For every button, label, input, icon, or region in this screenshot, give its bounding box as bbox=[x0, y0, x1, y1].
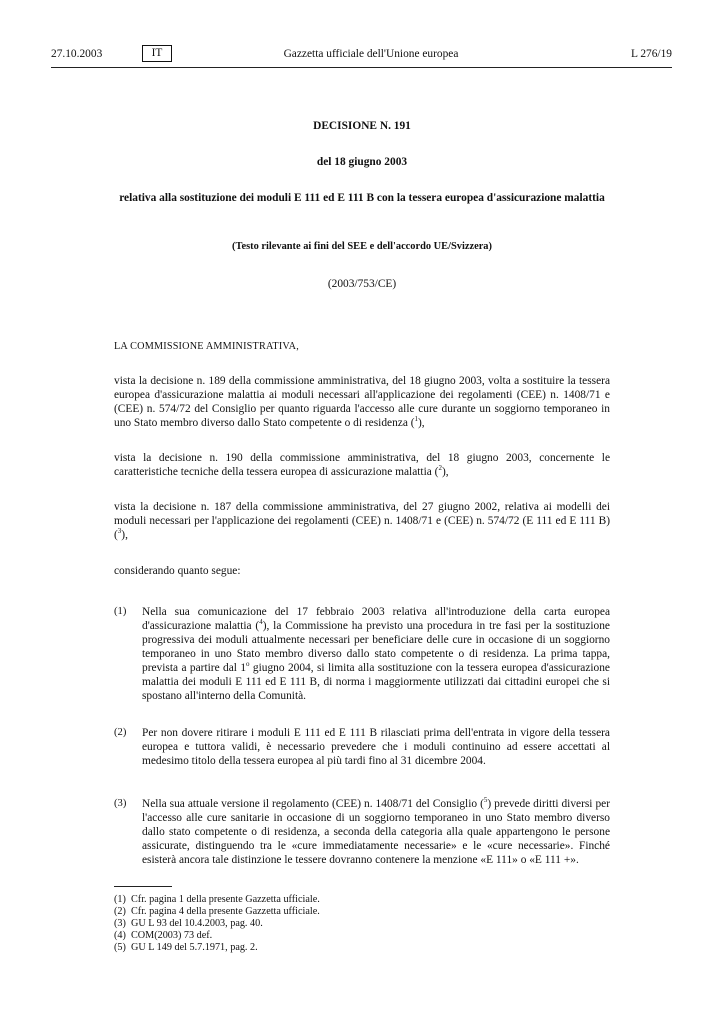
footnote-mark: (4) bbox=[114, 930, 126, 941]
footnote-text: COM(2003) 73 def. bbox=[131, 930, 213, 941]
item-number: (1) bbox=[114, 606, 127, 617]
footnote bbox=[114, 906, 610, 918]
item-number: (2) bbox=[114, 727, 127, 738]
decision-number: DECISIONE N. 191 bbox=[313, 120, 411, 132]
item-text-part: giugno 2004, si limita alla sostituzione con la tessera europea d'assicurazione malattia dei moduli E 111 ed E 111 B, di norma i maggiormente utilizzati dai cittadini europei che si spostano all'interno della Comunità. bbox=[142, 662, 610, 702]
recital-2-end: ), bbox=[441, 466, 449, 478]
language-box: IT bbox=[142, 45, 172, 62]
footnote-ref: 1 bbox=[414, 415, 419, 424]
footnote-text: Cfr. pagina 4 della presente Gazzetta ufficiale. bbox=[131, 906, 320, 917]
footnote-text: GU L 93 del 10.4.2003, pag. 40. bbox=[131, 918, 263, 929]
footnote bbox=[114, 930, 610, 942]
footnote-ref: 5 bbox=[483, 796, 488, 805]
item-text bbox=[142, 797, 610, 867]
footnote-text: Cfr. pagina 1 della presente Gazzetta ufficiale. bbox=[131, 894, 320, 905]
header-rule bbox=[51, 67, 672, 68]
recital-1-text: vista la decisione n. 189 della commissione amministrativa, del 18 giugno 2003, volta a sostituire la tessera europea d'assicurazione malattia ai moduli necessari all'applicazione dei regolamenti (CEE) n. 1408/71 e (CEE) n. 574/72 del Consiglio per quanto riguarda l'accesso alle cure durante un soggiorno temporaneo in uno Stato membro diverso dallo Stato competente o di residenza ( bbox=[114, 375, 610, 429]
page-reference: L 276/19 bbox=[630, 48, 672, 60]
footnote-ref: 4 bbox=[259, 618, 263, 627]
recital-1 bbox=[114, 374, 610, 430]
item-text: Per non dovere ritirare i moduli E 111 ed E 111 B rilasciati prima dell'entrata in vigore della tessera europea e tuttora validi, è necessario prevedere che i moduli continuino ad essere accettati al medesimo titolo della tessera europea al più tardi fino al 31 dicembre 2004. bbox=[142, 727, 610, 767]
footnote bbox=[114, 918, 610, 930]
recital-1-end: ), bbox=[418, 417, 425, 429]
journal-title: Gazzetta ufficiale dell'Unione europea bbox=[283, 48, 459, 60]
item-text-part: Nella sua attuale versione il regolamento (CEE) n. 1408/71 del Consiglio ( bbox=[142, 798, 484, 810]
item-number: (3) bbox=[114, 798, 127, 809]
recital-2-text: vista la decisione n. 190 della commissione amministrativa, del 18 giugno 2003, concernente le caratteristiche tecniche della tessera europea di assicurazione malattia ( bbox=[114, 452, 610, 478]
footnote bbox=[114, 942, 610, 954]
recital-3-text: vista la decisione n. 187 della commissione amministrativa, del 27 giugno 2002, relativa ai modelli dei moduli necessari per l'applicazione dei regolamenti (CEE) n. 1408/71 e (CEE) n. 574/72 (E 111 ed E 111 B) ( bbox=[114, 501, 610, 541]
footnote bbox=[114, 894, 610, 906]
issuing-authority: LA COMMISSIONE AMMINISTRATIVA, bbox=[114, 341, 299, 352]
footnote-ref: 2 bbox=[438, 464, 442, 473]
recital-3 bbox=[114, 500, 610, 542]
recital-3-end: ), bbox=[121, 529, 128, 541]
footnote-ref: 3 bbox=[117, 527, 122, 536]
item-text bbox=[142, 605, 610, 703]
decision-date: del 18 giugno 2003 bbox=[316, 156, 408, 168]
decision-subject: relativa alla sostituzione dei moduli E 111 ed E 111 B con la tessera europea d'assicurazione malattia bbox=[119, 192, 605, 204]
decision-code: (2003/753/CE) bbox=[327, 278, 397, 290]
footnote-separator bbox=[114, 886, 172, 887]
item-text-part: ) prevede diritti diversi per l'accesso alle cure sanitarie in occasione di un soggiorno temporaneo in uno Stato membro diverso dallo stato competente o di residenza, a seconda della categoria alla quale appartengono le persone assicurate, distinguendo tra le «cure immediatamente necessarie» e le «cure necessarie». Finché esisterà ancora tale distinzione le tessere dovranno contenere la menzione «E 111» o «E 111 +». bbox=[142, 798, 611, 866]
footnote-mark: (1) bbox=[114, 894, 126, 905]
relevance-note: (Testo rilevante ai fini del SEE e dell'accordo UE/Svizzera) bbox=[232, 241, 492, 252]
recital-2 bbox=[114, 451, 610, 479]
footnote-text: GU L 149 del 5.7.1971, pag. 2. bbox=[131, 942, 258, 953]
footnote-mark: (3) bbox=[114, 918, 126, 929]
item-text-part: Nella sua comunicazione del 17 febbraio 2003 relativa all'introduzione della carta europea d'assicurazione malattia ( bbox=[142, 606, 610, 632]
header-date: 27.10.2003 bbox=[51, 48, 103, 60]
ordinal-superscript: o bbox=[246, 660, 250, 669]
footnote-mark: (5) bbox=[114, 942, 126, 953]
item-text-part: ), la Commissione ha previsto una procedura in tre fasi per la sostituzione progressiva dei moduli attualmente necessari per beneficiare delle cure in occasione di un soggiorno temporaneo in uno Stato membro diverso dallo stato competente o di residenza. La prima tappa, prevista a partire dal 1 bbox=[142, 620, 610, 674]
footnote-mark: (2) bbox=[114, 906, 126, 917]
considering-intro: considerando quanto segue: bbox=[114, 565, 241, 577]
